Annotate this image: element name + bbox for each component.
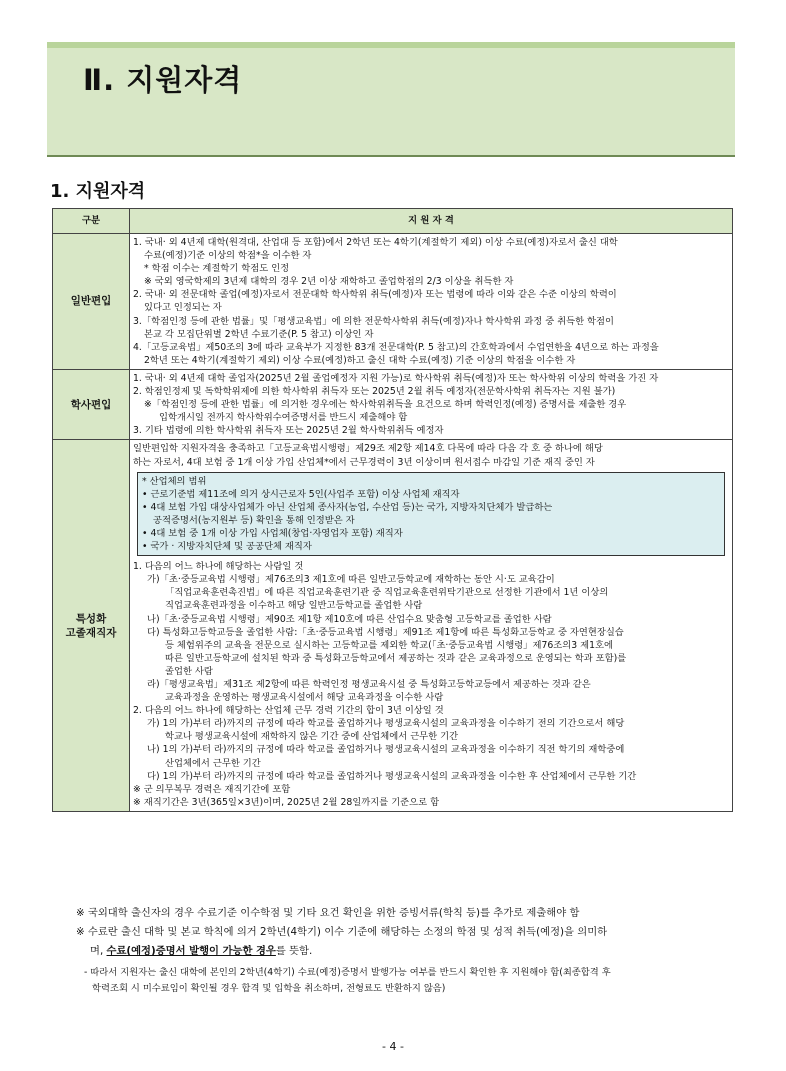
special-line: 학교나 평생교육시설에 재학하지 않은 기간 중에 산업체에서 근무한 기간	[165, 731, 459, 743]
special-line: 라)「평생교육법」제31조 제2항에 따른 학력인정 평생교육시설 중 특성화고등학교등에서 제공하는 것과 같은	[147, 679, 591, 690]
general-line: 1. 국내· 외 4년제 대학(원격대, 산업대 등 포함)에서 2학년 또는 4학기(계절학기 제외) 이상 수료(예정)자로서 출신 대학	[133, 237, 618, 248]
note-foreign-university: ※ 국외대학 출신자의 경우 수료기준 이수학점 및 기타 요건 확인을 위한 증빙서류(학칙 등)를 추가로 제출해야 함	[76, 907, 580, 919]
special-line: 등 체험위주의 교육을 전문으로 실시하는 고등학교를 제외한 학교(「초·중등교육법 시행령」제76조의3 제1호에	[165, 639, 613, 651]
chapter-title: Ⅱ. 지원자격	[83, 63, 243, 97]
eligibility-table	[52, 208, 733, 812]
industry-scope-box	[137, 472, 725, 557]
subnote-line: 학력조회 시 미수료임이 확인될 경우 합격 및 입학을 취소하며, 전형료도 반환하지 않음)	[92, 983, 446, 994]
bachelor-line: 2. 학점인정제 및 독학학위제에 의한 학사학위 취득자 또는 2025년 2월 취득 예정자(전문학사학위 취득자는 지원 불가)	[133, 386, 616, 398]
special-intro-line: 하는 자로서, 4대 보험 중 1개 이상 가입 산업체*에서 근무경력이 3년 이상이며 원서접수 마감일 기준 재직 중인 자	[133, 456, 595, 468]
general-line: 4.「고등교육법」제50조의 3에 따라 교육부가 지정한 83개 전문대학(P. 5 참고)의 간호학과에서 수업연한을 4년으로 하는 과정을	[133, 341, 659, 353]
general-line: 있다고 인정되는 자	[144, 302, 222, 314]
bachelor-line: 입학개시일 전까지 학사학위수여증명서를 반드시 제출해야 함	[159, 412, 408, 424]
page-number: - 4 -	[382, 1040, 404, 1053]
general-line: 3.「학점인정 등에 관한 법률」및「평생교육법」에 의한 전문학사학위 취득(예정)자나 학사학위 과정 중 취득한 학점이	[133, 315, 614, 327]
box-line: * 산업체의 범위	[142, 475, 207, 487]
general-line: 수료(예정)기준 이상의 학점*을 이수한 자	[144, 250, 312, 262]
special-content	[130, 440, 733, 812]
special-line: 다) 특성화고등학교등을 졸업한 사람:「초·중등교육법 시행령」제91조 제1항에 따른 특성화고등학교 중 자연현장실습	[147, 626, 624, 638]
box-line: • 국가 · 지방자치단체 및 공공단체 재직자	[142, 541, 312, 553]
special-line: 가)「초·중등교육법 시행령」제76조의3 제1호에 따른 일반고등학교에 재학하는 동안 시·도 교육감이	[147, 574, 555, 586]
category-special	[53, 440, 130, 812]
special-line: 따른 일반고등학교에 설치된 학과 중 특성화고등학교에서 제공하는 것과 같은 교육과정으로 운영되는 학과 포함)를	[165, 652, 627, 664]
special-line: 1. 다음의 어느 하나에 해당하는 사람일 것	[133, 561, 304, 573]
box-line: 공적증명서(농지원부 등) 확인을 통해 인정받은 자	[153, 514, 355, 526]
section-title: 1. 지원자격	[50, 181, 146, 202]
category-bachelor: 학사편입	[53, 369, 130, 439]
bachelor-line: ※「학점인정 등에 관한 법률」에 의거한 경우에는 학사학위취득을 요건으로 하며 학력인정(예정) 증명서를 제출한 경우	[144, 399, 627, 411]
note-completion-suffix: 를 뜻함.	[275, 945, 313, 957]
row-special-vocational	[53, 440, 733, 812]
category-special-line1: 특성화	[75, 612, 107, 625]
special-line: 졸업한 사람	[165, 665, 213, 677]
bachelor-content	[130, 369, 733, 439]
notes-block	[76, 904, 736, 997]
table-header-row	[53, 209, 733, 234]
general-line: 2. 국내· 외 전문대학 졸업(예정)자로서 전문대학 학사학위 취득(예정)자 또는 법령에 따라 이와 같은 수준 이상의 학력이	[133, 289, 617, 301]
special-line: 2. 다음의 어느 하나에 해당하는 산업체 근무 경력 기간의 합이 3년 이상일 것	[133, 705, 444, 717]
row-bachelor-transfer	[53, 369, 733, 439]
special-line: 다) 1의 가)부터 라)까지의 규정에 따라 학교를 졸업하거나 평생교육시설의 교육과정을 이수한 후 산업체에서 근무한 기간	[147, 770, 637, 782]
special-line: 나)「초·중등교육법 시행령」제90조 제1항 제10호에 따른 산업수요 맞춤형 고등학교를 졸업한 사람	[147, 613, 552, 625]
chapter-header	[47, 42, 735, 157]
note-completion-prefix: 며,	[90, 945, 104, 957]
header-content: 지 원 자 격	[130, 209, 733, 234]
subnote-line: - 따라서 지원자는 출신 대학에 본인의 2학년(4학기) 수료(예정)증명서 발행가능 여부를 반드시 확인한 후 지원해야 함(최종합격 후	[84, 967, 611, 978]
note-completion-continued	[76, 942, 736, 961]
special-line: 「직업교육훈련촉진법」에 따른 직업교육훈련기관 중 직업교육훈련위탁기관으로 선정한 기관에서 1년 이상의	[165, 587, 609, 599]
special-line: 가) 1의 가)부터 라)까지의 규정에 따라 학교를 졸업하거나 평생교육시설의 교육과정을 이수하기 전의 기간으로서 해당	[147, 718, 625, 730]
category-general: 일반편입	[53, 234, 130, 370]
row-general-transfer	[53, 234, 733, 370]
general-line: 본교 각 모집단위별 2학년 수료기준(P. 5 참고) 이상인 자	[144, 328, 374, 340]
box-line: • 4대 보험 가입 대상사업체가 아닌 산업체 종사자(농업, 수산업 등)는 국가, 지방자치단체가 발급하는	[142, 501, 553, 513]
special-line: 교육과정을 운영하는 평생교육시설에서 해당 교육과정을 이수한 사람	[165, 692, 444, 704]
bachelor-line: 3. 기타 법령에 의한 학사학위 취득자 또는 2025년 2월 학사학위취득 예정자	[133, 425, 444, 437]
general-line: ※ 국외 영국학제의 3년제 대학의 경우 2년 이상 재학하고 졸업학점의 2/3 이상을 취득한 자	[144, 276, 514, 288]
header-category: 구분	[53, 209, 130, 234]
special-line: ※ 군 의무복무 경력은 재직기간에 포함	[133, 783, 291, 795]
chapter-top-bar	[47, 42, 735, 48]
box-line: • 4대 보험 중 1개 이상 가입 사업체(창업·자영업자 포함) 재직자	[142, 527, 403, 539]
note-completion-definition: ※ 수료란 출신 대학 및 본교 학칙에 의거 2학년(4학기) 이수 기준에 해당하는 소정의 학점 및 성적 취득(예정)을 의미하	[76, 926, 608, 938]
special-line: 나) 1의 가)부터 라)까지의 규정에 따라 학교를 졸업하거나 평생교육시설의 교육과정을 이수하기 직전 학기의 재학중에	[147, 744, 625, 756]
note-completion-emphasis: 수료(예정)증명서 발행이 가능한 경우	[106, 945, 276, 957]
general-line: 2학년 또는 4학기(계절학기 제외) 이상 수료(예정)하고 출신 대학 수료(예정) 기준 이상의 학점을 이수한 자	[144, 354, 576, 366]
general-line: * 학점 이수는 계절학기 학점도 인정	[144, 263, 290, 275]
bachelor-line: 1. 국내· 외 4년제 대학 졸업자(2025년 2월 졸업예정자 지원 가능)로 학사학위 취득(예정)자 또는 학사학위 이상의 학력을 가진 자	[133, 372, 659, 384]
special-line: 산업체에서 근무한 기간	[165, 757, 261, 769]
special-line: 직업교육훈련과정을 이수하고 해당 일반고등학교를 졸업한 사람	[165, 600, 423, 612]
category-special-line2: 고졸재직자	[65, 626, 117, 639]
box-line: • 근로기준법 제11조에 의거 상시근로자 5인(사업주 포함) 이상 사업체 재직자	[142, 488, 460, 500]
special-intro-line: 일반편입학 지원자격을 충족하고「고등교육법시행령」제29조 제2항 제14호 다목에 따라 다음 각 호 중 하나에 해당	[133, 443, 603, 455]
special-line: ※ 재직기간은 3년(365일×3년)이며, 2025년 2월 28일까지를 기준으로 함	[133, 796, 440, 808]
general-content	[130, 234, 733, 370]
